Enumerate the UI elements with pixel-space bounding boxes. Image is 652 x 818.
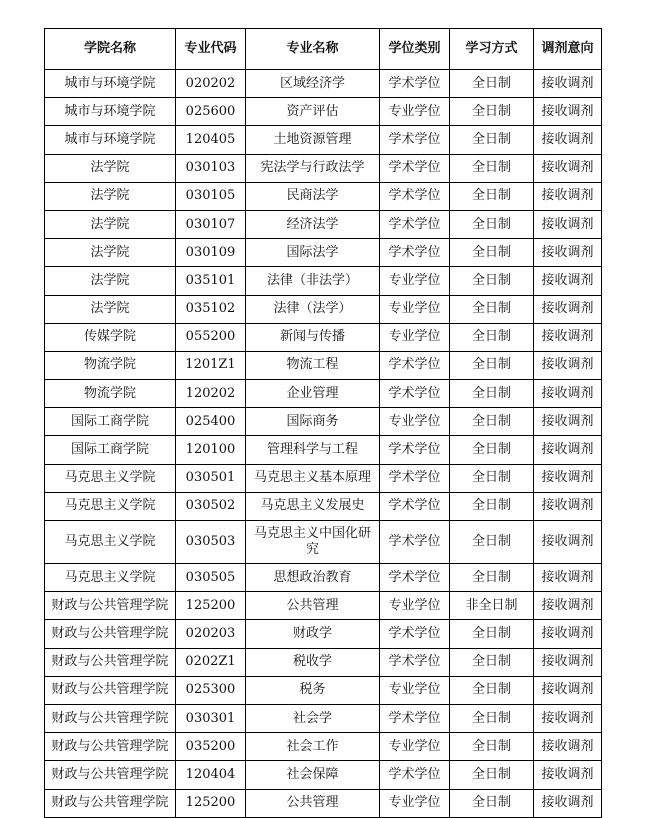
cell-college: 法学院 <box>45 267 176 295</box>
table-row <box>45 648 602 676</box>
cell-major-code: 125200 <box>176 789 246 817</box>
cell-college: 马克思主义学院 <box>45 464 176 492</box>
cell-study-mode: 全日制 <box>450 210 534 238</box>
cell-major-code: 055200 <box>176 323 246 351</box>
cell-college: 城市与环境学院 <box>45 126 176 154</box>
cell-study-mode: 全日制 <box>450 267 534 295</box>
cell-degree-type: 专业学位 <box>380 295 450 323</box>
cell-major-name: 思想政治教育 <box>246 564 380 592</box>
cell-degree-type: 学术学位 <box>380 492 450 520</box>
cell-adjustment: 接收调剂 <box>534 733 602 761</box>
cell-adjustment: 接收调剂 <box>534 295 602 323</box>
cell-degree-type: 学术学位 <box>380 126 450 154</box>
cell-major-name: 法律（非法学） <box>246 267 380 295</box>
cell-degree-type: 学术学位 <box>380 761 450 789</box>
cell-study-mode: 全日制 <box>450 351 534 379</box>
cell-adjustment: 接收调剂 <box>534 704 602 732</box>
cell-college: 传媒学院 <box>45 323 176 351</box>
cell-study-mode: 全日制 <box>450 761 534 789</box>
cell-adjustment: 接收调剂 <box>534 380 602 408</box>
cell-major-code: 030109 <box>176 239 246 267</box>
cell-major-code: 1201Z1 <box>176 351 246 379</box>
cell-college: 国际工商学院 <box>45 436 176 464</box>
cell-college: 法学院 <box>45 210 176 238</box>
table-row <box>45 239 602 267</box>
cell-college: 法学院 <box>45 182 176 210</box>
cell-study-mode: 全日制 <box>450 492 534 520</box>
cell-college: 城市与环境学院 <box>45 98 176 126</box>
cell-major-name: 财政学 <box>246 620 380 648</box>
table-row <box>45 154 602 182</box>
cell-major-name: 国际商务 <box>246 408 380 436</box>
cell-degree-type: 学术学位 <box>380 648 450 676</box>
header-row <box>45 29 602 70</box>
cell-adjustment: 接收调剂 <box>534 70 602 98</box>
cell-college: 城市与环境学院 <box>45 70 176 98</box>
cell-major-code: 030103 <box>176 154 246 182</box>
cell-study-mode: 全日制 <box>450 521 534 564</box>
cell-degree-type: 学术学位 <box>380 154 450 182</box>
cell-study-mode: 全日制 <box>450 295 534 323</box>
cell-major-code: 030503 <box>176 521 246 564</box>
cell-adjustment: 接收调剂 <box>534 592 602 620</box>
cell-adjustment: 接收调剂 <box>534 761 602 789</box>
cell-study-mode: 全日制 <box>450 154 534 182</box>
cell-major-code: 120404 <box>176 761 246 789</box>
cell-adjustment: 接收调剂 <box>534 210 602 238</box>
cell-major-code: 120202 <box>176 380 246 408</box>
table-row <box>45 380 602 408</box>
table-row <box>45 676 602 704</box>
cell-major-code: 120100 <box>176 436 246 464</box>
cell-adjustment: 接收调剂 <box>534 239 602 267</box>
cell-major-code: 030105 <box>176 182 246 210</box>
cell-major-code: 120405 <box>176 126 246 154</box>
cell-study-mode: 全日制 <box>450 676 534 704</box>
cell-degree-type: 学术学位 <box>380 380 450 408</box>
cell-major-code: 030301 <box>176 704 246 732</box>
cell-degree-type: 学术学位 <box>380 436 450 464</box>
table-row <box>45 182 602 210</box>
cell-major-code: 035102 <box>176 295 246 323</box>
table-row <box>45 464 602 492</box>
cell-major-code: 030502 <box>176 492 246 520</box>
header-college: 学院名称 <box>45 29 176 70</box>
cell-adjustment: 接收调剂 <box>534 789 602 817</box>
cell-study-mode: 全日制 <box>450 733 534 761</box>
cell-study-mode: 全日制 <box>450 789 534 817</box>
cell-study-mode: 全日制 <box>450 380 534 408</box>
cell-college: 马克思主义学院 <box>45 564 176 592</box>
header-study-mode: 学习方式 <box>450 29 534 70</box>
cell-major-code: 0202Z1 <box>176 648 246 676</box>
table-row <box>45 733 602 761</box>
cell-degree-type: 学术学位 <box>380 620 450 648</box>
cell-major-name: 马克思主义基本原理 <box>246 464 380 492</box>
cell-degree-type: 学术学位 <box>380 464 450 492</box>
table-row <box>45 521 602 564</box>
cell-college: 财政与公共管理学院 <box>45 676 176 704</box>
cell-major-name: 社会保障 <box>246 761 380 789</box>
cell-degree-type: 学术学位 <box>380 210 450 238</box>
cell-adjustment: 接收调剂 <box>534 154 602 182</box>
table-body <box>45 70 602 818</box>
cell-degree-type: 专业学位 <box>380 592 450 620</box>
cell-degree-type: 学术学位 <box>380 351 450 379</box>
cell-adjustment: 接收调剂 <box>534 564 602 592</box>
cell-college: 国际工商学院 <box>45 408 176 436</box>
cell-degree-type: 专业学位 <box>380 733 450 761</box>
cell-degree-type: 学术学位 <box>380 70 450 98</box>
cell-major-name: 公共管理 <box>246 789 380 817</box>
cell-study-mode: 非全日制 <box>450 592 534 620</box>
cell-adjustment: 接收调剂 <box>534 492 602 520</box>
cell-study-mode: 全日制 <box>450 564 534 592</box>
cell-major-name: 管理科学与工程 <box>246 436 380 464</box>
cell-major-name: 国际法学 <box>246 239 380 267</box>
cell-study-mode: 全日制 <box>450 408 534 436</box>
cell-major-name: 资产评估 <box>246 98 380 126</box>
cell-adjustment: 接收调剂 <box>534 126 602 154</box>
cell-college: 财政与公共管理学院 <box>45 704 176 732</box>
cell-major-name: 土地资源管理 <box>246 126 380 154</box>
table-row <box>45 323 602 351</box>
cell-adjustment: 接收调剂 <box>534 521 602 564</box>
cell-college: 法学院 <box>45 154 176 182</box>
cell-major-name: 社会学 <box>246 704 380 732</box>
cell-college: 马克思主义学院 <box>45 521 176 564</box>
cell-major-code: 030107 <box>176 210 246 238</box>
cell-study-mode: 全日制 <box>450 464 534 492</box>
cell-major-code: 020203 <box>176 620 246 648</box>
cell-study-mode: 全日制 <box>450 648 534 676</box>
cell-major-name: 公共管理 <box>246 592 380 620</box>
cell-study-mode: 全日制 <box>450 239 534 267</box>
table-row <box>45 210 602 238</box>
cell-adjustment: 接收调剂 <box>534 98 602 126</box>
cell-degree-type: 专业学位 <box>380 676 450 704</box>
cell-study-mode: 全日制 <box>450 182 534 210</box>
cell-major-name: 马克思主义中国化研究 <box>246 521 380 564</box>
cell-major-name: 物流工程 <box>246 351 380 379</box>
cell-degree-type: 学术学位 <box>380 564 450 592</box>
cell-college: 财政与公共管理学院 <box>45 648 176 676</box>
cell-college: 财政与公共管理学院 <box>45 620 176 648</box>
cell-major-name: 法律（法学） <box>246 295 380 323</box>
table-row <box>45 70 602 98</box>
cell-major-name: 区域经济学 <box>246 70 380 98</box>
cell-major-name: 宪法学与行政法学 <box>246 154 380 182</box>
cell-study-mode: 全日制 <box>450 98 534 126</box>
table-row <box>45 492 602 520</box>
cell-major-name: 新闻与传播 <box>246 323 380 351</box>
table-row <box>45 592 602 620</box>
cell-major-code: 025300 <box>176 676 246 704</box>
cell-major-code: 035101 <box>176 267 246 295</box>
cell-major-code: 035200 <box>176 733 246 761</box>
table-row <box>45 761 602 789</box>
cell-major-name: 民商法学 <box>246 182 380 210</box>
table-row <box>45 564 602 592</box>
cell-adjustment: 接收调剂 <box>534 436 602 464</box>
cell-adjustment: 接收调剂 <box>534 323 602 351</box>
table-row <box>45 267 602 295</box>
table-row <box>45 704 602 732</box>
cell-major-code: 020202 <box>176 70 246 98</box>
cell-college: 财政与公共管理学院 <box>45 592 176 620</box>
admissions-table <box>44 28 602 818</box>
header-major-name: 专业名称 <box>246 29 380 70</box>
cell-degree-type: 学术学位 <box>380 182 450 210</box>
header-major-code: 专业代码 <box>176 29 246 70</box>
cell-college: 财政与公共管理学院 <box>45 789 176 817</box>
cell-major-code: 030505 <box>176 564 246 592</box>
cell-major-code: 125200 <box>176 592 246 620</box>
cell-degree-type: 专业学位 <box>380 98 450 126</box>
cell-adjustment: 接收调剂 <box>534 267 602 295</box>
cell-major-name: 税务 <box>246 676 380 704</box>
cell-degree-type: 专业学位 <box>380 789 450 817</box>
table-row <box>45 98 602 126</box>
cell-college: 财政与公共管理学院 <box>45 761 176 789</box>
cell-college: 物流学院 <box>45 380 176 408</box>
cell-major-code: 025600 <box>176 98 246 126</box>
cell-degree-type: 专业学位 <box>380 323 450 351</box>
cell-study-mode: 全日制 <box>450 436 534 464</box>
cell-degree-type: 学术学位 <box>380 704 450 732</box>
cell-degree-type: 学术学位 <box>380 521 450 564</box>
cell-study-mode: 全日制 <box>450 70 534 98</box>
cell-degree-type: 专业学位 <box>380 267 450 295</box>
cell-study-mode: 全日制 <box>450 126 534 154</box>
cell-study-mode: 全日制 <box>450 620 534 648</box>
cell-adjustment: 接收调剂 <box>534 182 602 210</box>
cell-major-code: 025400 <box>176 408 246 436</box>
cell-degree-type: 学术学位 <box>380 239 450 267</box>
table-row <box>45 408 602 436</box>
cell-study-mode: 全日制 <box>450 323 534 351</box>
header-degree-type: 学位类别 <box>380 29 450 70</box>
table-row <box>45 126 602 154</box>
cell-major-name: 税收学 <box>246 648 380 676</box>
table-row <box>45 436 602 464</box>
table-row <box>45 351 602 379</box>
table-row <box>45 620 602 648</box>
cell-adjustment: 接收调剂 <box>534 676 602 704</box>
cell-college: 财政与公共管理学院 <box>45 733 176 761</box>
cell-college: 物流学院 <box>45 351 176 379</box>
cell-major-name: 企业管理 <box>246 380 380 408</box>
cell-college: 马克思主义学院 <box>45 492 176 520</box>
cell-major-name: 经济法学 <box>246 210 380 238</box>
cell-degree-type: 专业学位 <box>380 408 450 436</box>
cell-major-name: 社会工作 <box>246 733 380 761</box>
cell-college: 法学院 <box>45 295 176 323</box>
cell-adjustment: 接收调剂 <box>534 620 602 648</box>
cell-major-code: 030501 <box>176 464 246 492</box>
table-row <box>45 789 602 817</box>
cell-study-mode: 全日制 <box>450 704 534 732</box>
cell-major-name: 马克思主义发展史 <box>246 492 380 520</box>
cell-adjustment: 接收调剂 <box>534 464 602 492</box>
cell-college: 法学院 <box>45 239 176 267</box>
cell-adjustment: 接收调剂 <box>534 648 602 676</box>
header-adjustment: 调剂意向 <box>534 29 602 70</box>
table-row <box>45 295 602 323</box>
cell-adjustment: 接收调剂 <box>534 351 602 379</box>
cell-adjustment: 接收调剂 <box>534 408 602 436</box>
